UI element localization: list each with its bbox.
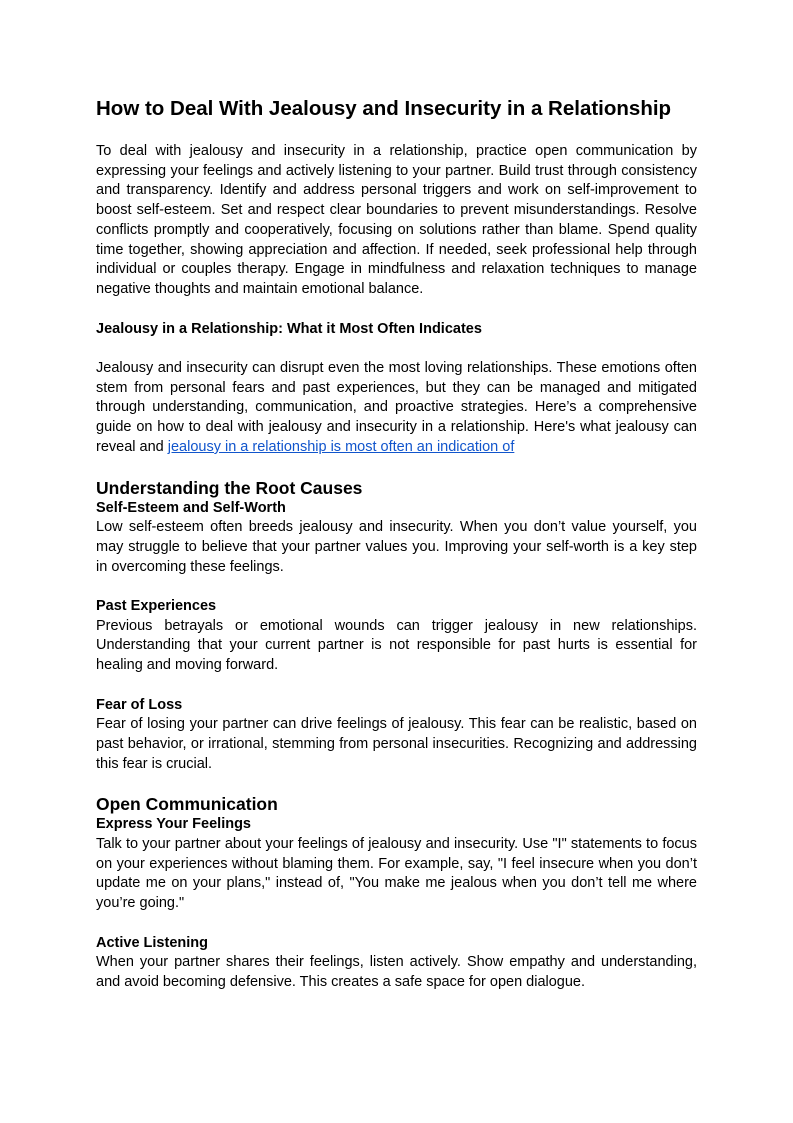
past-experiences-paragraph: Previous betrayals or emotional wounds can trigger jealousy in new relationships. Understanding that your current partner is not responsible for past hurts is essential for healing and moving forward.	[96, 617, 697, 674]
fear-of-loss-heading: Fear of Loss	[96, 696, 183, 713]
page-title: How to Deal With Jealousy and Insecurity in a Relationship	[96, 97, 672, 120]
intro-paragraph: To deal with jealousy and insecurity in a relationship, practice open communication by expressing your feelings and actively listening to your partner. Build trust through consistency and transparency. Identify and address personal triggers and work on self-improvement to boost self-esteem. Set and respect clear boundaries to prevent misunderstandings. Resolve conflicts promptly and cooperatively, focusing on solutions rather than blame. Spend quality time together, showing appreciation and affection. If needed, seek professional help through individual or couples therapy. Engage in mindfulness and relaxation techniques to manage negative thoughts and maintain emotional balance.	[96, 143, 697, 297]
root-causes-heading: Understanding the Root Causes	[96, 477, 363, 498]
spacer	[96, 577, 697, 597]
indicates-paragraph-text: Jealousy and insecurity can disrupt even the most loving relationships. These emotions often stem from personal fears and past experiences, but they can be managed and mitigated through understanding, communication, and proactive strategies. Here’s a comprehensive guide on how to deal with jealousy and insecurity in a relationship. Here's what jealousy can reveal and	[96, 360, 697, 455]
document-page	[96, 96, 697, 993]
past-experiences-heading: Past Experiences	[96, 598, 217, 615]
self-esteem-paragraph: Low self-esteem often breeds jealousy and insecurity. When you don’t value yourself, you may struggle to believe that your partner values you. Improving your self-worth is a key step in overcoming these feelings.	[96, 519, 697, 575]
open-communication-heading: Open Communication	[96, 794, 278, 815]
indicates-heading: Jealousy in a Relationship: What it Most Often Indicates	[96, 320, 482, 337]
fear-of-loss-paragraph: Fear of losing your partner can drive feelings of jealousy. This fear can be realistic, based on past behavior, or irrational, stemming from personal insecurities. Recognizing and addressing this fear is crucial.	[96, 716, 697, 772]
spacer	[96, 914, 697, 934]
express-feelings-paragraph: Talk to your partner about your feelings of jealousy and insecurity. Use "I" statements to focus on your experiences without blaming them. For example, say, "I feel insecure when you don’t update me on your plans," instead of, "You make me jealous when you don’t tell me where you’re going."	[96, 836, 697, 912]
self-esteem-heading: Self-Esteem and Self-Worth	[96, 499, 286, 516]
indicates-paragraph	[96, 359, 697, 458]
express-feelings-heading: Express Your Feelings	[96, 816, 251, 833]
indicates-link[interactable]: jealousy in a relationship is most often an indication of	[167, 438, 515, 455]
active-listening-heading: Active Listening	[96, 934, 208, 951]
active-listening-paragraph: When your partner shares their feelings, listen actively. Show empathy and understanding, and avoid becoming defensive. This creates a safe space for open dialogue.	[96, 954, 697, 990]
spacer	[96, 676, 697, 696]
